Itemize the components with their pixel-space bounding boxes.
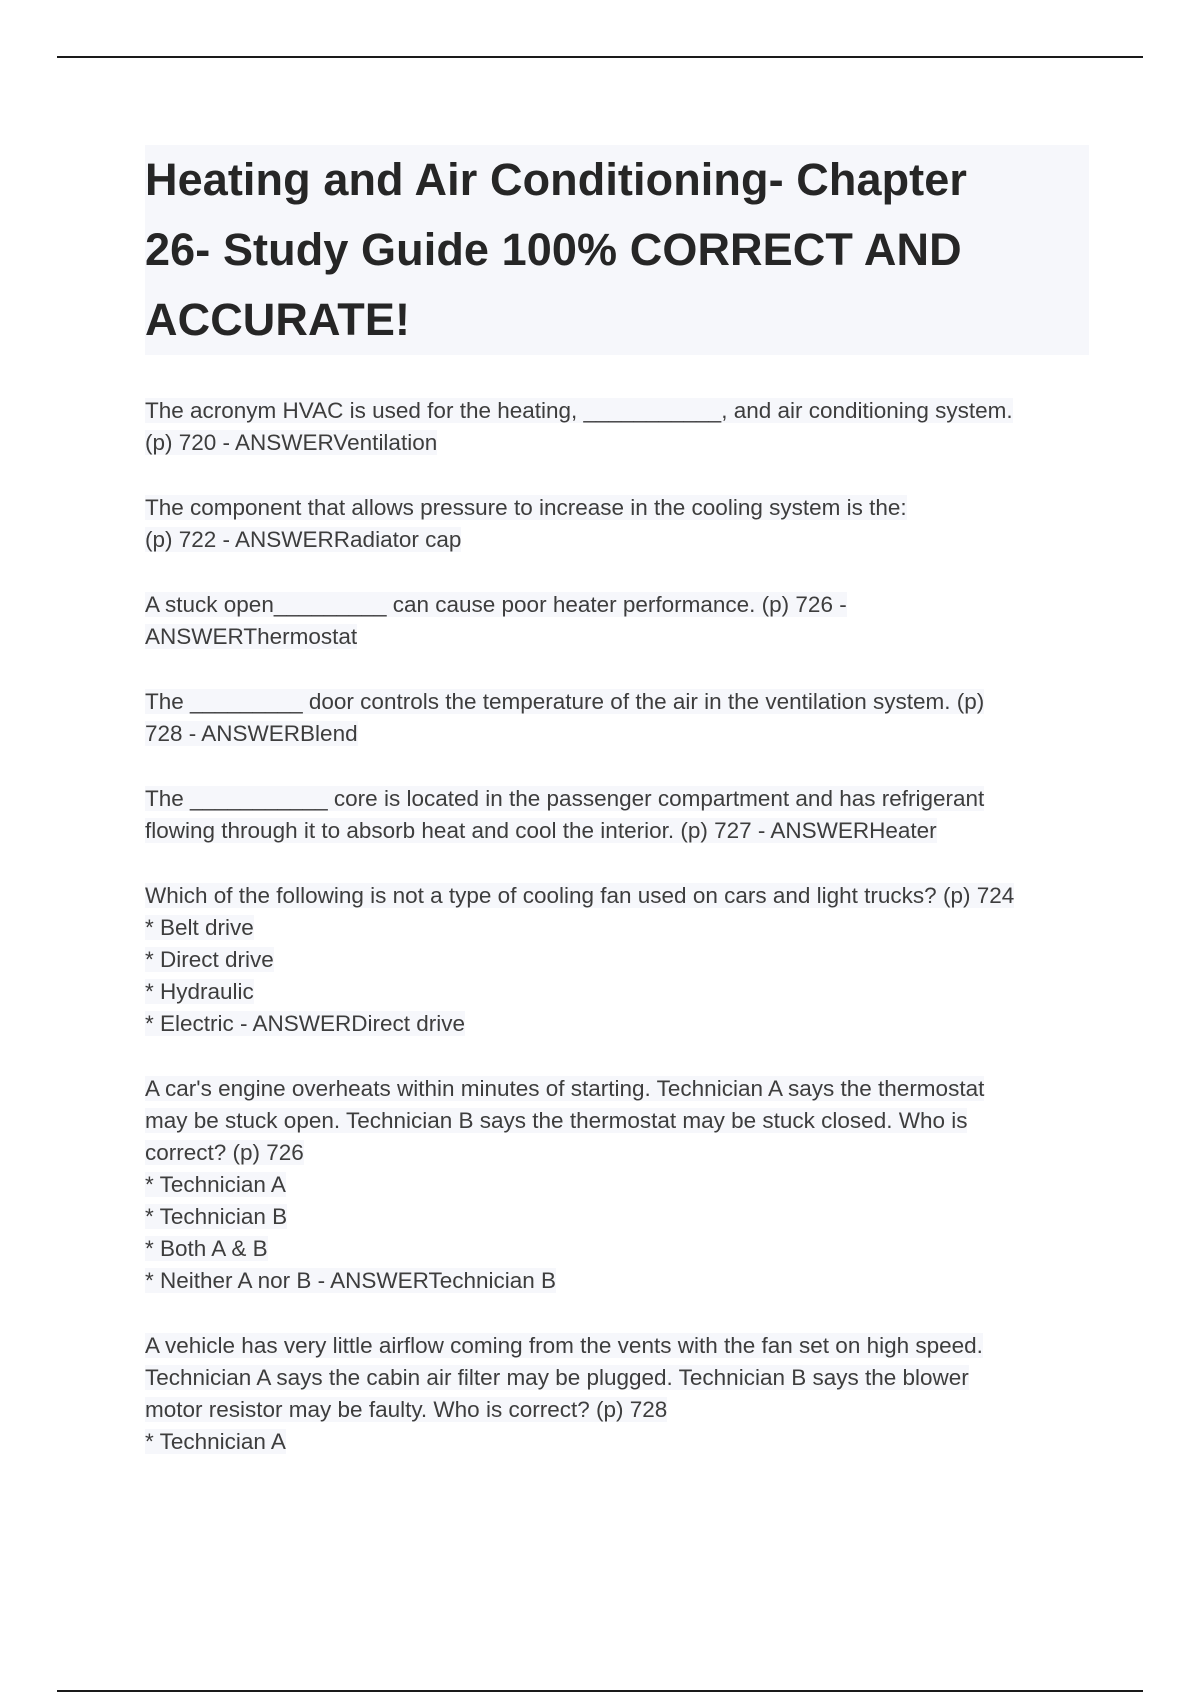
option-line: * Belt drive: [145, 915, 254, 940]
title-line: ACCURATE!: [145, 294, 411, 345]
answer-line: (p) 722 - ANSWERRadiator cap: [145, 527, 462, 552]
question-line: A car's engine overheats within minutes of starting. Technician A says the thermostat: [145, 1076, 985, 1101]
question-item: [145, 1330, 1089, 1458]
question-list: [145, 395, 1089, 1458]
question-line: motor resistor may be faulty. Who is correct? (p) 728: [145, 1397, 668, 1422]
option-line: * Technician A: [145, 1429, 286, 1454]
page-content: [145, 145, 1089, 1491]
document-title: [145, 145, 1089, 355]
title-line: Heating and Air Conditioning- Chapter: [145, 154, 967, 205]
option-line: * Technician B: [145, 1204, 288, 1229]
question-item: [145, 783, 1089, 847]
question-line: The ___________ core is located in the passenger compartment and has refrigerant: [145, 786, 985, 811]
question-line: correct? (p) 726: [145, 1140, 304, 1165]
answer-line: * Neither A nor B - ANSWERTechnician B: [145, 1268, 557, 1293]
option-line: * Both A & B: [145, 1236, 268, 1261]
option-line: * Hydraulic: [145, 979, 254, 1004]
question-line: The component that allows pressure to increase in the cooling system is the:: [145, 495, 907, 520]
question-item: [145, 395, 1089, 459]
question-line: Which of the following is not a type of cooling fan used on cars and light trucks? (p) 724: [145, 883, 1015, 908]
answer-line: 728 - ANSWERBlend: [145, 721, 358, 746]
answer-line: ANSWERThermostat: [145, 624, 358, 649]
question-line: Technician A says the cabin air filter may be plugged. Technician B says the blower: [145, 1365, 969, 1390]
title-line: 26- Study Guide 100% CORRECT AND: [145, 224, 962, 275]
answer-line: (p) 720 - ANSWERVentilation: [145, 430, 438, 455]
title-block: [145, 145, 1089, 355]
answer-line: flowing through it to absorb heat and cool the interior. (p) 727 - ANSWERHeater: [145, 818, 937, 843]
question-item: [145, 686, 1089, 750]
question-line: A stuck open_________ can cause poor heater performance. (p) 726 -: [145, 592, 847, 617]
question-item: [145, 589, 1089, 653]
question-line: The acronym HVAC is used for the heating, ___________, and air conditioning system.: [145, 398, 1013, 423]
question-line: The _________ door controls the temperature of the air in the ventilation system. (p): [145, 689, 985, 714]
question-line: A vehicle has very little airflow coming from the vents with the fan set on high speed.: [145, 1333, 983, 1358]
question-item: [145, 880, 1089, 1040]
bottom-rule: [57, 1690, 1143, 1692]
top-rule: [57, 56, 1143, 58]
question-item: [145, 1073, 1089, 1297]
option-line: * Technician A: [145, 1172, 286, 1197]
question-item: [145, 492, 1089, 556]
option-line: * Direct drive: [145, 947, 274, 972]
question-line: may be stuck open. Technician B says the thermostat may be stuck closed. Who is: [145, 1108, 968, 1133]
answer-line: * Electric - ANSWERDirect drive: [145, 1011, 466, 1036]
